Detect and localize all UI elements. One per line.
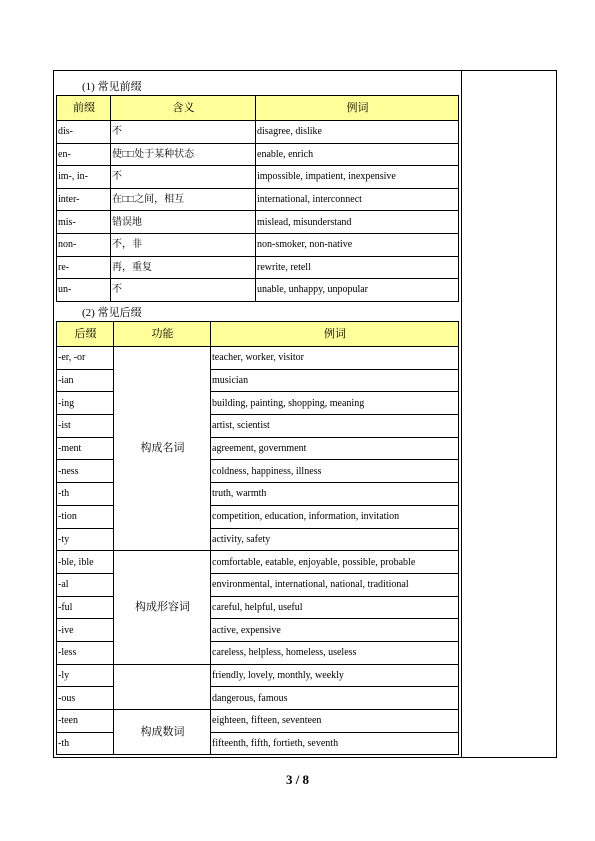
suffix-cell: -ble, ible (57, 551, 114, 574)
examples-cell: active, expensive (211, 619, 459, 642)
table-row (57, 279, 459, 302)
examples-cell: fifteenth, fifth, fortieth, seventh (211, 732, 459, 755)
prefix-cell: non- (57, 233, 111, 256)
function-cell: 构成数词 (114, 710, 211, 755)
column-divider (461, 70, 462, 758)
examples-cell: truth, warmth (211, 483, 459, 506)
meaning-cell: 使□□处于某种状态 (111, 143, 256, 166)
header-function: 功能 (114, 322, 211, 347)
header-prefix: 前缀 (57, 96, 111, 121)
function-cell (114, 664, 211, 709)
suffix-cell: -ness (57, 460, 114, 483)
table-row (57, 664, 459, 687)
meaning-cell: 错误地 (111, 211, 256, 234)
header-examples: 例词 (256, 96, 459, 121)
examples-cell: international, interconnect (256, 188, 459, 211)
examples-cell: enable, enrich (256, 143, 459, 166)
examples-cell: careless, helpless, homeless, useless (211, 641, 459, 664)
suffix-cell: -ty (57, 528, 114, 551)
examples-cell: non-smoker, non-native (256, 233, 459, 256)
table-row (57, 121, 459, 144)
table-row (57, 188, 459, 211)
prefix-cell: en- (57, 143, 111, 166)
examples-cell: dangerous, famous (211, 687, 459, 710)
examples-cell: mislead, misunderstand (256, 211, 459, 234)
page-number: 3 / 8 (285, 772, 310, 787)
prefix-cell: un- (57, 279, 111, 302)
examples-cell: careful, helpful, useful (211, 596, 459, 619)
function-cell: 构成名词 (114, 347, 211, 551)
examples-cell: impossible, impatient, inexpensive (256, 166, 459, 189)
suffix-table-header (57, 322, 459, 347)
suffix-cell: -ment (57, 437, 114, 460)
function-cell: 构成形容词 (114, 551, 211, 664)
prefix-table (56, 95, 459, 302)
examples-cell: friendly, lovely, monthly, weekly (211, 664, 459, 687)
examples-cell: musician (211, 369, 459, 392)
suffix-cell: -ful (57, 596, 114, 619)
prefix-section-title: (1) 常见前缀 (82, 81, 142, 93)
suffix-cell: -th (57, 483, 114, 506)
table-row (57, 710, 459, 733)
suffix-cell: -ian (57, 369, 114, 392)
table-row (57, 166, 459, 189)
suffix-cell: -ing (57, 392, 114, 415)
suffix-cell: -th (57, 732, 114, 755)
suffix-cell: -al (57, 573, 114, 596)
examples-cell: environmental, international, national, traditional (211, 573, 459, 596)
table-row (57, 211, 459, 234)
examples-cell: building, painting, shopping, meaning (211, 392, 459, 415)
table-row (57, 347, 459, 370)
prefix-table-header (57, 96, 459, 121)
suffix-cell: -tion (57, 505, 114, 528)
meaning-cell: 不 (111, 121, 256, 144)
examples-cell: artist, scientist (211, 415, 459, 438)
meaning-cell: 再，重复 (111, 256, 256, 279)
table-row (57, 256, 459, 279)
suffix-cell: -ist (57, 415, 114, 438)
suffix-cell: -er, -or (57, 347, 114, 370)
prefix-cell: im-, in- (57, 166, 111, 189)
prefix-cell: re- (57, 256, 111, 279)
prefix-cell: inter- (57, 188, 111, 211)
examples-cell: competition, education, information, invitation (211, 505, 459, 528)
examples-cell: teacher, worker, visitor (211, 347, 459, 370)
examples-cell: agreement, government (211, 437, 459, 460)
prefix-cell: dis- (57, 121, 111, 144)
meaning-cell: 不 (111, 279, 256, 302)
meaning-cell: 不，非 (111, 233, 256, 256)
table-row (57, 143, 459, 166)
header-examples: 例词 (211, 322, 459, 347)
suffix-cell: -ous (57, 687, 114, 710)
examples-cell: comfortable, eatable, enjoyable, possible, probable (211, 551, 459, 574)
suffix-cell: -teen (57, 710, 114, 733)
examples-cell: activity, safety (211, 528, 459, 551)
suffix-table (56, 321, 459, 755)
suffix-cell: -ly (57, 664, 114, 687)
suffix-section-title: (2) 常见后缀 (82, 307, 142, 319)
table-row (57, 551, 459, 574)
meaning-cell: 不 (111, 166, 256, 189)
header-suffix: 后缀 (57, 322, 114, 347)
examples-cell: unable, unhappy, unpopular (256, 279, 459, 302)
table-row (57, 233, 459, 256)
meaning-cell: 在□□之间，相互 (111, 188, 256, 211)
prefix-cell: mis- (57, 211, 111, 234)
examples-cell: coldness, happiness, illness (211, 460, 459, 483)
examples-cell: disagree, dislike (256, 121, 459, 144)
suffix-cell: -less (57, 641, 114, 664)
suffix-cell: -ive (57, 619, 114, 642)
examples-cell: rewrite, retell (256, 256, 459, 279)
header-meaning: 含义 (111, 96, 256, 121)
examples-cell: eighteen, fifteen, seventeen (211, 710, 459, 733)
